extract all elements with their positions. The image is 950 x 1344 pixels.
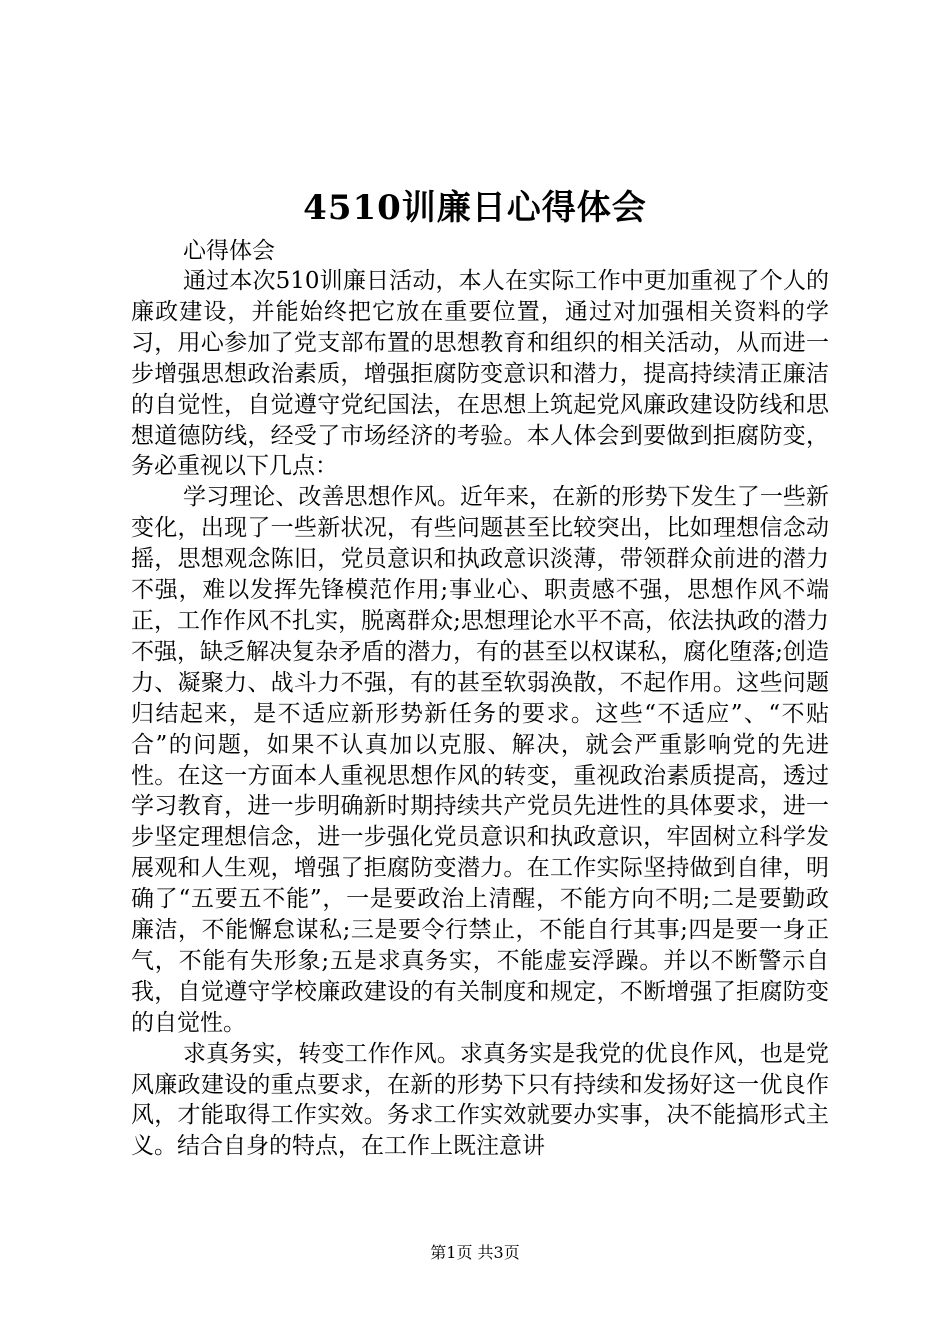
document-title: 4510训廉日心得体会 [303,188,647,228]
document-body [131,236,829,1162]
paragraph-intro: 通过本次510训廉日活动，本人在实际工作中更加重视了个人的廉政建设，并能始终把它放在重要位置，通过对加强相关资料的学习，用心参加了党支部布置的思想教育和组织的相关活动，从而进一步增强思想政治素质，增强拒腐防变意识和潜力，提高持续清正廉洁的自觉性，自觉遵守党纪国法，在思想上筑起党风廉政建设防线和思想道德防线，经受了市场经济的考验。本人体会到要做到拒腐防变，务必重视以下几点： [131,268,829,480]
paragraph-practical-work: 求真务实，转变工作作风。求真务实是我党的优良作风，也是党风廉政建设的重点要求，在新的形势下只有持续和发扬好这一优良作风，才能取得工作实效。务求工作实效就要办实事，决不能搞形式主义。结合自身的特点，在工作上既注意讲 [131,1040,829,1160]
section-subhead: 心得体会 [183,238,275,264]
page-footer: 第1页 共3页 [430,1243,520,1262]
paragraph-study-theory: 学习理论、改善思想作风。近年来，在新的形势下发生了一些新变化，出现了一些新状况，有些问题甚至比较突出，比如理想信念动摇，思想观念陈旧，党员意识和执政意识淡薄，带领群众前进的潜力不强，难以发挥先锋模范作用;事业心、职责感不强，思想作风不端正，工作作风不扎实，脱离群众;思想理论水平不高，依法执政的潜力不强，缺乏解决复杂矛盾的潜力，有的甚至以权谋私，腐化堕落;创造力、凝聚力、战斗力不强，有的甚至软弱涣散，不起作用。这些问题归结起来，是不适应新形势新任务的要求。这些“不适应”、“不贴合”的问题，如果不认真加以克服、解决，就会严重影响党的先进性。在这一方面本人重视思想作风的转变，重视政治素质提高，透过学习教育，进一步明确新时期持续共产党员先进性的具体要求，进一步坚定理想信念，进一步强化党员意识和执政意识，牢固树立科学发展观和人生观，增强了拒腐防变潜力。在工作实际坚持做到自律，明确了“五要五不能”，一是要政治上清醒，不能方向不明;二是要勤政廉洁，不能懈怠谋私;三是要令行禁止，不能自行其事;四是要一身正气，不能有失形象;五是求真务实，不能虚妄浮躁。并以不断警示自我，自觉遵守学校廉政建设的有关制度和规定，不断增强了拒腐防变的自觉性。 [131,484,829,1036]
